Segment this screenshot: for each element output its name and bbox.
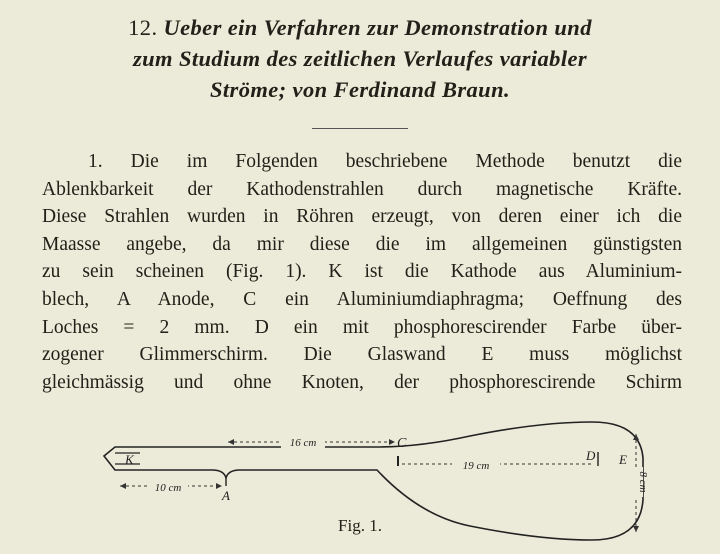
title-line-1 [0,12,720,43]
label-K: K [125,452,134,467]
body-line: Loches = 2 mm. D ein mit phosphorescirender Farbe über- [42,316,682,338]
title-line-3: Ströme; von Ferdinand Braun. [209,77,511,102]
label-D: D [586,448,596,463]
dim-label-19: 19 cm [462,460,490,472]
arrow [120,483,126,489]
body-line: 1. Die im Folgenden beschriebene Methode benutzt die [88,151,682,172]
body-line: Maasse angebe, da mir diese die im allgemeinen günstigsten [42,233,682,255]
arrow [228,439,234,445]
dim-label-10: 10 cm [154,482,182,494]
dim-label-8: 8 cm [637,471,649,493]
body-line: blech, A Anode, C ein Aluminiumdiaphragma; Oeffnung des [42,288,682,310]
body-text [42,148,682,396]
body-line: gleichmässig und ohne Knoten, der phosphorescirende Schirm [42,371,682,393]
label-E: E [619,452,627,467]
body-line: Diese Strahlen wurden in Röhren erzeugt, von deren einer ich die [42,206,682,228]
body-line: Ablenkbarkeit der Kathodenstrahlen durch magnetische Kräfte. [42,178,682,200]
label-C: C [397,436,407,451]
title-line-2: zum Studium des zeitlichen Verlaufes variabler [132,46,588,71]
dim-label-16: 16 cm [289,437,317,449]
label-A: A [222,488,230,503]
figure-caption: Fig. 1. [338,516,382,535]
section-number: 12. [128,15,158,40]
title-divider [312,128,408,129]
body-line: zu sein scheinen (Fig. 1). K ist die Kathode aus Aluminium- [42,261,682,283]
article-title [0,12,720,105]
body-line: zogener Glimmerschirm. Die Glaswand E muss möglichst [42,344,682,366]
title-text-1: Ueber ein Verfahren zur Demonstration und [163,15,592,40]
arrow [389,439,395,445]
